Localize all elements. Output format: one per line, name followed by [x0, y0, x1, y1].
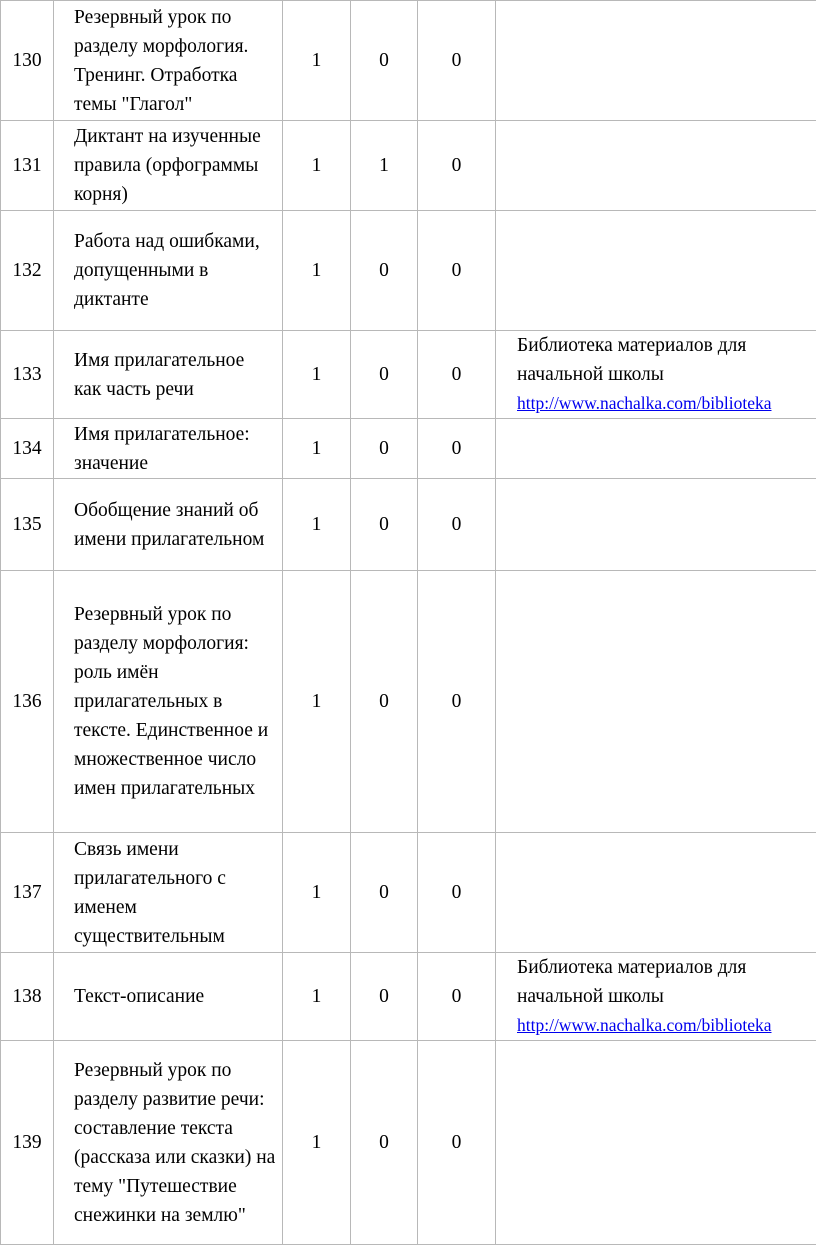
lesson-topic: Текст-описание: [54, 953, 283, 1041]
lesson-topic: Работа над ошибками, допущенными в диктанте: [54, 211, 283, 331]
table-row: [1, 479, 816, 571]
lesson-number: 131: [1, 121, 54, 211]
hours-practice: 0: [418, 479, 496, 571]
lesson-number: 133: [1, 331, 54, 419]
hours-control: 0: [351, 571, 418, 833]
hours-total: 1: [283, 571, 351, 833]
lesson-topic: Имя прилагательное: значение: [54, 419, 283, 479]
lesson-number: 130: [1, 1, 54, 121]
hours-total: 1: [283, 331, 351, 419]
resource-link[interactable]: http://www.nachalka.com/biblioteka: [517, 393, 772, 413]
lesson-topic: Связь имени прилагательного с именем существительным: [54, 833, 283, 953]
lesson-number: 138: [1, 953, 54, 1041]
resource-description: Библиотека материалов для начальной школы: [517, 957, 747, 1007]
resource-cell: [496, 419, 816, 479]
lesson-number: 136: [1, 571, 54, 833]
resource-cell: [496, 953, 816, 1041]
resource-cell: [496, 211, 816, 331]
hours-total: 1: [283, 1041, 351, 1245]
hours-practice: 0: [418, 833, 496, 953]
lesson-topic: Резервный урок по разделу морфология. Тренинг. Отработка темы "Глагол": [54, 1, 283, 121]
hours-total: 1: [283, 419, 351, 479]
resource-cell: [496, 331, 816, 419]
table-row: [1, 331, 816, 419]
hours-practice: 0: [418, 1, 496, 121]
hours-total: 1: [283, 211, 351, 331]
hours-total: 1: [283, 121, 351, 211]
resource-cell: [496, 479, 816, 571]
hours-total: 1: [283, 479, 351, 571]
table-row: [1, 833, 816, 953]
resource-description: Библиотека материалов для начальной школы: [517, 335, 747, 385]
hours-practice: 0: [418, 331, 496, 419]
lesson-number: 135: [1, 479, 54, 571]
table-row: [1, 571, 816, 833]
hours-practice: 0: [418, 121, 496, 211]
hours-practice: 0: [418, 419, 496, 479]
table-row: [1, 1, 816, 121]
table-row: [1, 953, 816, 1041]
lesson-topic: Диктант на изученные правила (орфограммы корня): [54, 121, 283, 211]
resource-cell: [496, 833, 816, 953]
hours-practice: 0: [418, 571, 496, 833]
hours-practice: 0: [418, 953, 496, 1041]
hours-control: 0: [351, 833, 418, 953]
lesson-topic: Резервный урок по разделу развитие речи: составление текста (рассказа или сказки) на тему "Путешествие снежинки на землю": [54, 1041, 283, 1245]
table-row: [1, 211, 816, 331]
hours-control: 0: [351, 1041, 418, 1245]
lesson-number: 139: [1, 1041, 54, 1245]
hours-control: 0: [351, 953, 418, 1041]
hours-control: 0: [351, 1, 418, 121]
table-row: [1, 419, 816, 479]
resource-link[interactable]: http://www.nachalka.com/biblioteka: [517, 1015, 772, 1035]
hours-control: 1: [351, 121, 418, 211]
resource-cell: [496, 1, 816, 121]
hours-practice: 0: [418, 1041, 496, 1245]
lesson-number: 137: [1, 833, 54, 953]
hours-control: 0: [351, 211, 418, 331]
lesson-topic: Обобщение знаний об имени прилагательном: [54, 479, 283, 571]
hours-control: 0: [351, 419, 418, 479]
hours-control: 0: [351, 479, 418, 571]
table-row: [1, 121, 816, 211]
lesson-number: 134: [1, 419, 54, 479]
resource-cell: [496, 121, 816, 211]
resource-cell: [496, 1041, 816, 1245]
lesson-topic: Резервный урок по разделу морфология: роль имён прилагательных в тексте. Единственное и множественное число имен прилагательных: [54, 571, 283, 833]
hours-total: 1: [283, 953, 351, 1041]
lesson-number: 132: [1, 211, 54, 331]
table-row: [1, 1041, 816, 1245]
hours-total: 1: [283, 1, 351, 121]
resource-cell: [496, 571, 816, 833]
lesson-topic: Имя прилагательное как часть речи: [54, 331, 283, 419]
hours-control: 0: [351, 331, 418, 419]
hours-practice: 0: [418, 211, 496, 331]
hours-total: 1: [283, 833, 351, 953]
